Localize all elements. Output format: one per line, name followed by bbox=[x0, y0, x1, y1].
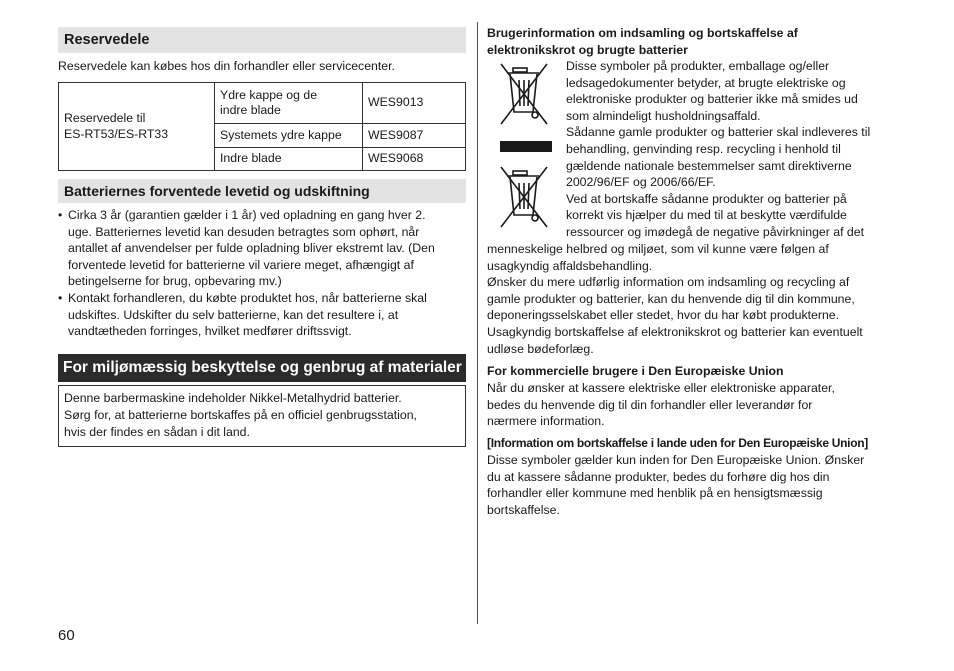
environment-notice-box: Denne barbermaskine indeholder Nikkel-Metalhydrid batterier. Sørg for, at batterierne bortskaffes på en officiel genbrugsstation, hvis der findes en sådan i dit land. bbox=[58, 385, 466, 447]
battery-bullets bbox=[58, 207, 470, 340]
non-eu-heading: [Information om bortskaffelse i lande uden for Den Europæiske Union] bbox=[487, 436, 868, 450]
column-divider bbox=[477, 22, 478, 624]
part-cell: Systemets ydre kappe bbox=[215, 124, 363, 148]
crossed-wheelie-bin-icon bbox=[497, 163, 553, 233]
spare-parts-table bbox=[58, 82, 466, 171]
weee-paragraph-full: menneskelige helbred og miljøet, som vil kunne være følgen af usagkyndig affaldsbehandling. Ønsker du mere udførlig information om indsamling og recycling af gamle produkter og batterier, kan du henvende dig til din kommune, deponeringsselskabet eller stedet, hvor du har købt produkterne. Usagkyndig bortskaffelse af elektronikskrot og batterier kan eventuelt udløse bødeforlæg. bbox=[487, 242, 863, 356]
crossed-wheelie-bin-icon bbox=[497, 60, 553, 130]
table-row bbox=[59, 83, 466, 124]
non-eu-text: Disse symboler gælder kun inden for Den Europæiske Union. Ønsker du at kassere sådanne produkter, bedes du forhøre dig hos din forhandler eller kommune med henblik på en hensigtsmæssig bortskaffelse. bbox=[487, 453, 865, 517]
page-number: 60 bbox=[58, 627, 75, 644]
code-cell: WES9013 bbox=[363, 83, 466, 124]
list-item: • Cirka 3 år (garantien gælder i 1 år) ved opladning en gang hver 2. uge. Batteriernes levetid kan desuden betragtes som ophørt, når antallet af anvendelser per fulde opladning bliver ekstremt lav. (Den forventede levetid for batterierne vil variere meget, afhængigt af betingelserne for brug, opbevaring mv.) bbox=[58, 207, 470, 290]
weee-paragraph-beside-icons: Disse symboler på produkter, emballage og/eller ledsagedokumenter betyder, at brugte elektriske og elektroniske produkter og batterier ikke må smides ud som almindeligt husholdningsaffald. Sådanne gamle produkter og batterier skal indleveres til behandling, genvinding resp. recycling i henhold til gældende nationale bestemmelser samt direktiverne 2002/96/EF og 2006/66/EF. Ved at bortskaffe sådanne produkter og batterier på korrekt vis hjælper du med til at beskytte værdifulde ressourcer og imødegå de negative påvirkninger af det bbox=[566, 59, 871, 239]
code-cell: WES9068 bbox=[363, 148, 466, 171]
part-cell: Indre blade bbox=[215, 148, 363, 171]
section-heading-reservedele: Reservedele bbox=[58, 27, 466, 53]
list-item: • Kontakt forhandleren, du købte produktet hos, når batterierne skal udskiftes. Udskifter du selv batterierne, kan det resultere i, at vandtætheden forringes, hvilket medfører driftssvigt. bbox=[58, 290, 470, 340]
black-bar-symbol bbox=[500, 141, 552, 152]
commercial-heading: For kommercielle brugere i Den Europæiske Union bbox=[487, 364, 784, 378]
part-cell: Ydre kappe og de indre blade bbox=[215, 83, 363, 124]
model-cell: Reservedele til ES-RT53/ES-RT33 bbox=[59, 83, 215, 171]
section-heading-environment: For miljømæssig beskyttelse og genbrug af materialer bbox=[58, 354, 466, 382]
commercial-text: Når du ønsker at kassere elektriske eller elektroniske apparater, bedes du henvende dig til din forhandler eller leverandør for nærmere information. bbox=[487, 381, 835, 429]
code-cell: WES9087 bbox=[363, 124, 466, 148]
reservedele-intro: Reservedele kan købes hos din forhandler eller servicecenter. bbox=[58, 59, 395, 73]
weee-heading: Brugerinformation om indsamling og bortskaffelse af elektronikskrot og brugte batterier bbox=[487, 26, 798, 57]
section-heading-batteries: Batteriernes forventede levetid og udskiftning bbox=[58, 179, 466, 203]
